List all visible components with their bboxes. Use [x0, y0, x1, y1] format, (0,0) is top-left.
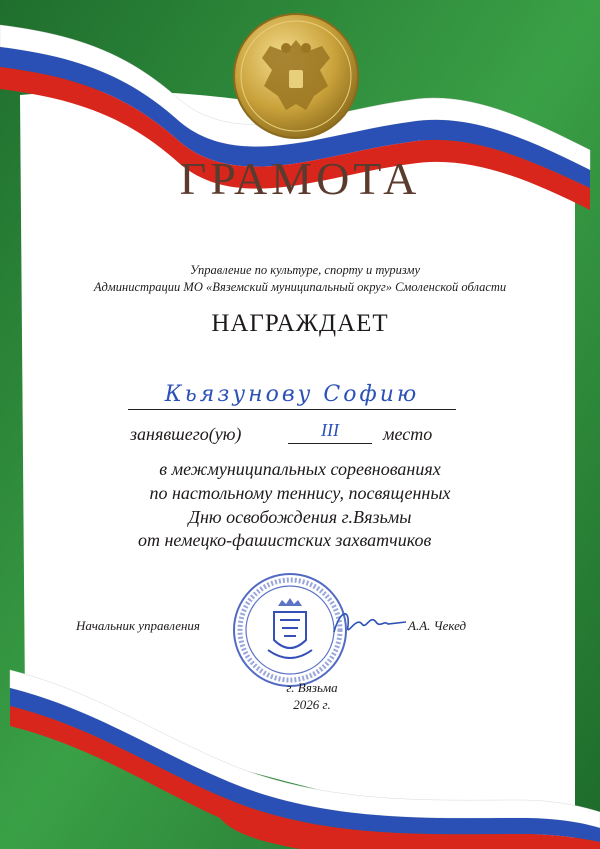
- description-line-3: Дню освобождения г.Вязьмы: [188, 507, 412, 527]
- recipient-name: Кьязунову Софию: [164, 382, 420, 407]
- signer-title: Начальник управления: [76, 618, 200, 633]
- issuer-line-2: Администрации МО «Вяземский муниципальный округ» Смоленской области: [93, 280, 507, 294]
- certificate-title: ГРАМОТА: [179, 153, 421, 204]
- signature-icon: [330, 604, 410, 644]
- issuer-line-1: Управление по культуре, спорту и туризму: [189, 263, 421, 277]
- occupied-label: занявшего(ую): [130, 424, 242, 444]
- description-line-1: в межмуниципальных соревнованиях: [159, 459, 441, 479]
- description-line-2: по настольному теннису, посвященных: [149, 483, 451, 503]
- signer-name: А.А. Чекед: [408, 618, 467, 633]
- double-headed-eagle-icon: [234, 14, 358, 138]
- awards-heading: НАГРАЖДАЕТ: [211, 310, 389, 337]
- place-underline: [288, 443, 372, 444]
- recipient-underline: [128, 409, 456, 410]
- place-value: III: [321, 420, 339, 440]
- year: 2026 г.: [293, 697, 331, 712]
- city: г. Вязьма: [286, 680, 338, 695]
- place-word: место: [383, 424, 433, 444]
- description-line-4: от немецко-фашистских захватчиков: [138, 530, 432, 550]
